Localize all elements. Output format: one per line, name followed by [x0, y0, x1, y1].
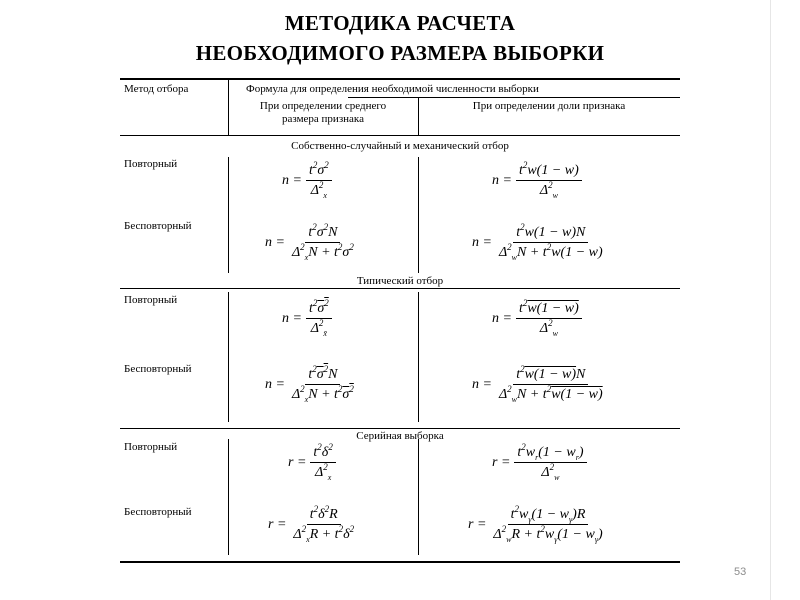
header-bottom-rule — [120, 135, 680, 136]
method-label: Бесповторный — [124, 506, 192, 518]
s3-col-divider — [418, 439, 419, 555]
header-method: Метод отбора — [124, 83, 189, 95]
s2-method-divider — [228, 292, 229, 422]
s1-method-divider — [228, 157, 229, 273]
formula-random-repeat-mean: n = $\frac{t^2\sigma^2}{\Delta^2_x}$ — [282, 162, 332, 199]
method-label: Повторный — [124, 158, 178, 170]
formula-typical-norepeat-mean: n = $\frac{t^2\sigma^2N}{\Delta^2_xN + t^2\sigma^2}$ — [265, 364, 354, 404]
s2-col-divider — [418, 292, 419, 422]
formula-serial-repeat-share: r = $\frac{t^2w_r(1 - w_r)}{\Delta^2_w}$ — [492, 444, 587, 481]
section-title-random: Собственно-случайный и механический отбор — [291, 140, 509, 152]
formula-random-repeat-share: n = $\frac{t^2w(1 - w)}{\Delta^2_w}$ — [492, 162, 582, 199]
section-2-top-rule — [120, 288, 680, 289]
formula-typical-repeat-share: n = $\frac{t^2w(1 - w)}{\Delta^2_w}$ — [492, 300, 582, 337]
sample-size-table — [120, 78, 680, 563]
s1-col-divider — [418, 157, 419, 273]
formula-typical-norepeat-share: n = $\frac{t^2w(1 - w)N}{\Delta^2_wN + t^2w(1 - w)}$ — [472, 364, 603, 404]
section-title-serial: Серийная выборка — [356, 430, 444, 442]
header-share: При определении доли признака — [472, 100, 626, 112]
header-mean-line-1: При определении среднего — [259, 100, 387, 112]
method-label: Бесповторный — [124, 363, 192, 375]
formula-random-norepeat-mean: n = $\frac{t^2\sigma^2N}{\Delta^2_xN + t^2\sigma^2}$ — [265, 222, 354, 262]
formula-serial-norepeat-share: r = $\frac{t^2w_\gamma(1 - w_\gamma)R}{\Delta^2_wR + t^2w_\gamma(1 - w_\gamma)}$ — [468, 504, 603, 544]
slide-title-line-2: НЕОБХОДИМОГО РАЗМЕРА ВЫБОРКИ — [195, 41, 605, 65]
slide-number: 53 — [734, 566, 747, 578]
slide-edge-line — [770, 0, 771, 600]
header-formula: Формула для определения необходимой численности выборки — [246, 83, 539, 95]
formula-random-norepeat-share: n = $\frac{t^2w(1 - w)N}{\Delta^2_wN + t^2w(1 - w)}$ — [472, 222, 603, 262]
table-top-rule — [120, 78, 680, 80]
header-mean — [228, 100, 418, 126]
method-label: Повторный — [124, 441, 178, 453]
slide-title — [0, 8, 800, 68]
section-3-top-rule — [120, 428, 680, 429]
s3-method-divider — [228, 439, 229, 555]
formula-serial-norepeat-mean: r = $\frac{t^2\delta^2R}{\Delta^2_xR + t^2\delta^2}$ — [268, 504, 355, 544]
header-mean-line-2: размера признака — [282, 113, 364, 125]
method-label: Повторный — [124, 294, 178, 306]
method-label: Бесповторный — [124, 220, 192, 232]
section-title-typical: Типический отбор — [356, 275, 444, 287]
header-split-rule — [348, 97, 680, 98]
formula-serial-repeat-mean: r = $\frac{t^2\delta^2}{\Delta^2_x}$ — [288, 444, 336, 481]
formula-typical-repeat-mean: n = $\frac{t^2\sigma^2}{\Delta^2_{x̄}}$ — [282, 300, 332, 337]
slide-title-line-1: МЕТОДИКА РАСЧЕТА — [284, 11, 516, 35]
table-bottom-rule — [120, 561, 680, 563]
